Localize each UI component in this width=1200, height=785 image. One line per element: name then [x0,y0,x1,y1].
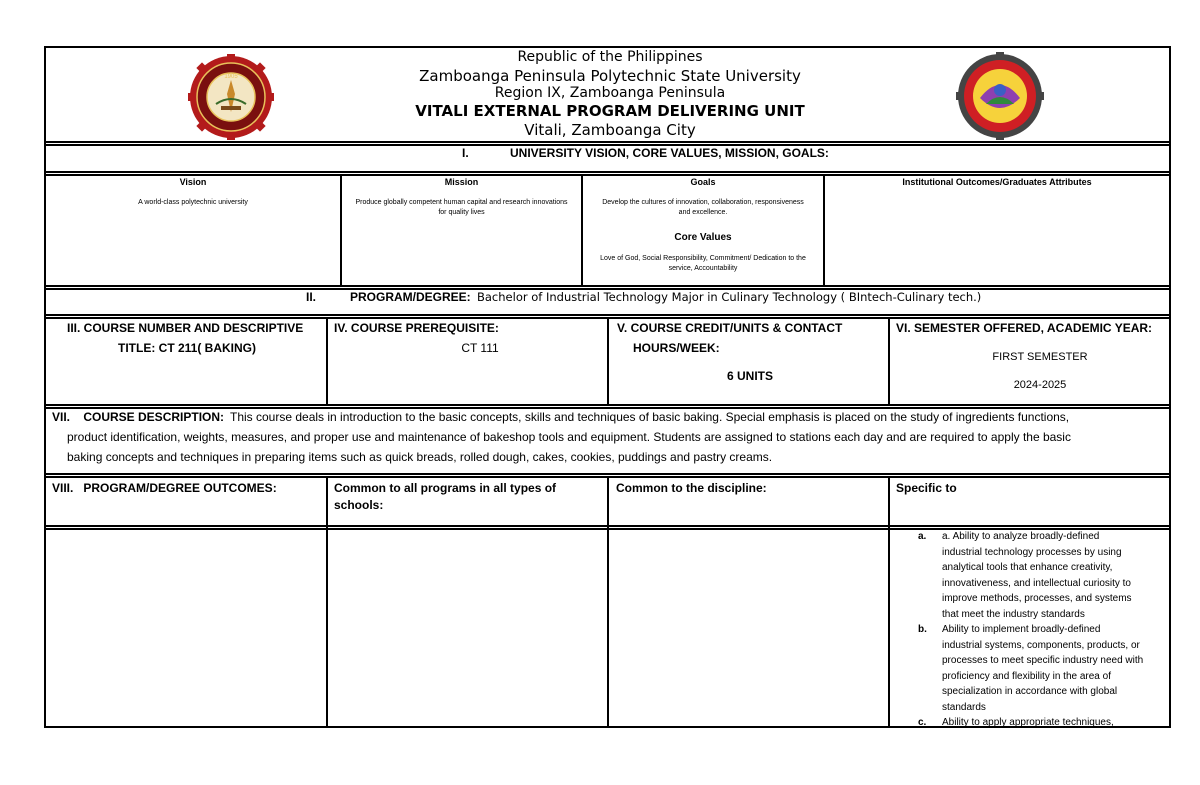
divider [44,407,1171,409]
description-line: product identification, weights, measures, and proper use and maintenance of bakeshop tools and equipment. Students are assigned to stations each day and are required to apply the basic [67,430,1071,444]
course-number-label: III. COURSE NUMBER AND DESCRIPTIVE [67,321,304,335]
divider [44,174,1171,176]
mission-heading: Mission [444,177,479,187]
credit-label: V. COURSE CREDIT/UNITS & CONTACT [617,321,843,335]
divider [44,285,1171,287]
outcomes-heading: Institutional Outcomes/Graduates Attributes [902,177,1092,187]
program-label: PROGRAM/DEGREE: [350,290,471,304]
outcomes-col-heading: schools: [334,498,384,512]
outcomes-col-heading: VIII. PROGRAM/DEGREE OUTCOMES: [52,481,277,495]
list-item-line: proficiency and flexibility in the area of [942,670,1111,682]
divider [44,404,1171,406]
divider [44,314,1171,316]
header-city: Vitali, Zamboanga City [524,121,696,139]
header-unit: VITALI EXTERNAL PROGRAM DELIVERING UNIT [415,102,805,120]
core-values-text: Love of God, Social Responsibility, Commitment/ Dedication to the service, Accountability [600,255,806,272]
mission-text: Produce globally competent human capital and research innovations for quality lives [355,199,568,216]
description-label: VII. COURSE DESCRIPTION: [52,410,225,424]
list-item-line: Ability to apply appropriate techniques, [942,717,1114,728]
list-item-line: improve methods, processes, and systems [942,593,1132,604]
divider [340,174,342,285]
program-value: Bachelor of Industrial Technology Major in Culinary Technology ( BIntech-Culinary tech.) [477,290,982,304]
section-title: UNIVERSITY VISION, CORE VALUES, MISSION, GOALS: [510,146,829,160]
divider [581,174,583,285]
divider [888,476,890,728]
seal-caption [952,52,953,53]
list-item-line: analytical tools that enhance creativity, [942,562,1113,573]
list-item-line: Ability to implement broadly-defined [942,624,1101,635]
divider [44,141,1171,143]
list-marker: c. [918,717,927,728]
core-values-heading: Core Values [674,232,732,243]
credit-value: 6 UNITS [726,369,773,383]
outcome-item [918,529,1168,731]
header-university: Zamboanga Peninsula Polytechnic State University [419,67,801,85]
list-marker: b. [918,624,927,635]
header-region: Region IX, Zamboanga Peninsula [494,85,726,101]
prerequisite-value: CT 111 [461,341,499,355]
vision-text: A world-class polytechnic university [138,199,248,206]
divider [888,317,890,406]
outcomes-col-heading: Common to all programs in all types of [334,481,557,495]
divider [326,476,328,728]
outcomes-col-heading: Common to the discipline: [616,481,767,495]
divider [44,171,1171,173]
goals-text: Develop the cultures of innovation, collaboration, responsiveness and excellence. [602,199,804,216]
list-item-line: that meet the industry standards [942,608,1085,620]
course-title: TITLE: CT 211( BAKING) [118,341,257,355]
divider [607,476,609,728]
description-line: baking concepts and techniques in preparing items such as quick breads, rolled dough, cakes, cookies, puddings and pastry creams. [67,450,773,464]
goals-heading: Goals [690,177,716,187]
description-line: This course deals in introduction to the basic concepts, skills and techniques of basic baking. Special emphasis is placed on the study of ingredients functions, [230,410,1070,424]
section-number: I. [462,146,469,160]
seal-caption [186,54,187,55]
credit-label-hours: HOURS/WEEK: [633,341,720,355]
list-item-line: standards [942,701,986,713]
seal-year: 1905 [224,74,238,80]
header-republic: Republic of the Philippines [517,49,703,65]
divider [326,317,328,406]
divider [44,473,1171,475]
semester-label: VI. SEMESTER OFFERED, ACADEMIC YEAR: [896,321,1153,335]
outcomes-col-heading: Specific to [896,481,957,495]
unit-seal-right [952,52,1048,140]
semester-value: FIRST SEMESTER [992,351,1088,363]
university-seal-left [186,54,276,140]
list-item-line: specialization in accordance with global [942,686,1118,697]
divider [823,174,825,285]
list-item-line: processes to meet specific industry need with [942,655,1144,666]
section-number: II. [306,290,317,304]
list-item-line: industrial technology processes by using [942,546,1122,558]
list-item-line: innovativeness, and intellectual curiosity to [942,577,1131,589]
academic-year: 2024-2025 [1013,379,1067,391]
divider [607,317,609,406]
list-marker: a. [918,531,927,542]
list-item-line: a. Ability to analyze broadly-defined [942,531,1100,542]
vision-heading: Vision [179,177,207,187]
list-item-line: industrial systems, components, products, or [942,639,1140,651]
prerequisite-label: IV. COURSE PREREQUISITE: [334,321,499,335]
